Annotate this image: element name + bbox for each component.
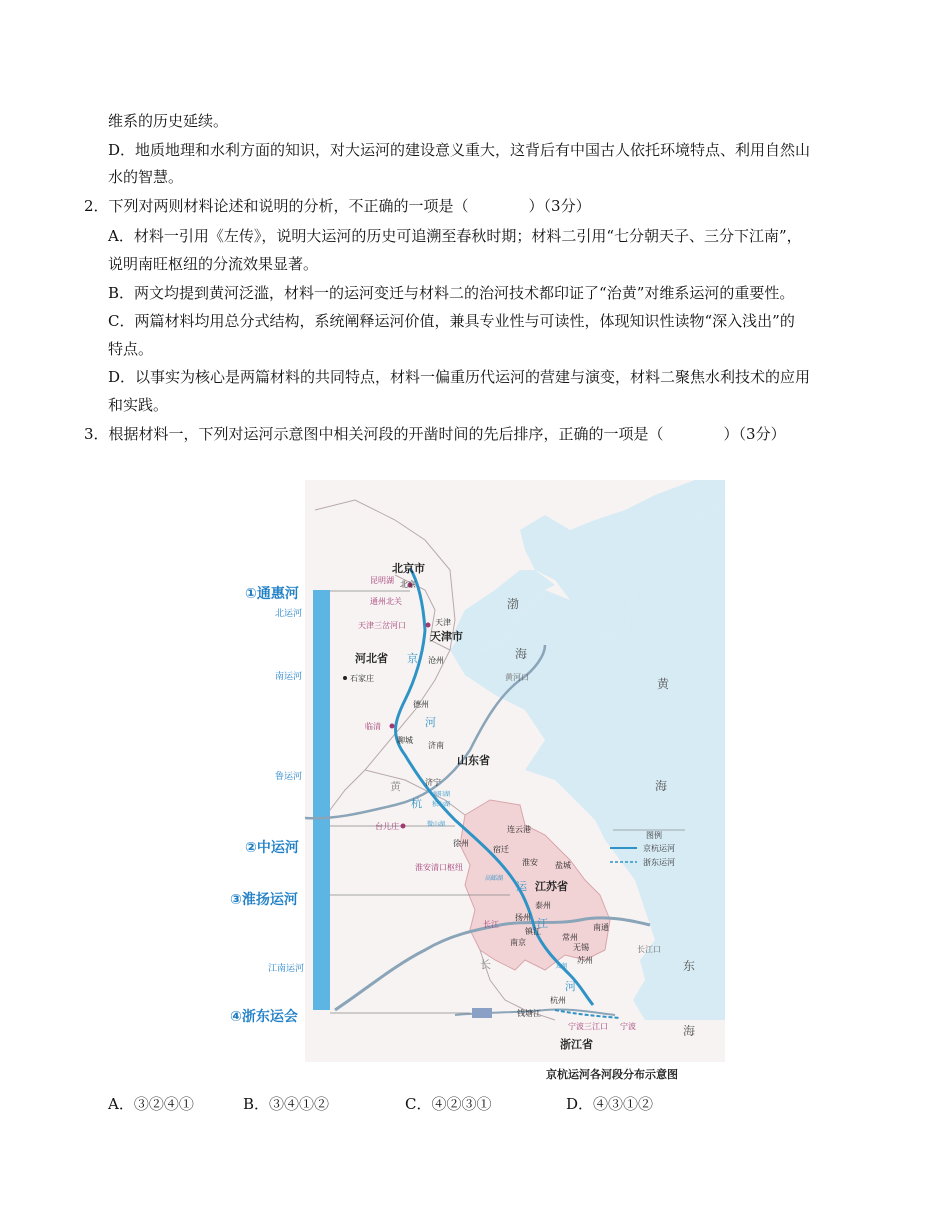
river-char-chang: 长	[480, 958, 491, 971]
city-tianjin: 天津	[435, 618, 451, 627]
city-huaian: 淮安	[522, 858, 538, 867]
lake-gaoyou: 高邮湖	[485, 875, 504, 882]
city-wuxi: 无锡	[573, 943, 589, 952]
city-jining: 济宁	[425, 778, 441, 787]
city-lianyungang: 连云港	[507, 825, 531, 834]
city-kunming: 昆明湖	[370, 576, 394, 585]
city-qingkou: 淮安清口枢纽	[415, 863, 463, 872]
city-linqing: 临清	[365, 722, 381, 731]
mouth-changjiang: 长江口	[637, 945, 661, 954]
q2-option-a: A．材料一引用《左传》，说明大运河的历史可追溯至春秋时期；材料二引用“七分朝天子、三分下江南”，	[108, 227, 802, 245]
city-sanchakou: 天津三岔河口	[358, 621, 406, 630]
city-taizhou: 泰州	[535, 901, 551, 910]
canal-char: 江	[537, 917, 548, 930]
option-d[interactable]: D．④③①②	[566, 1095, 654, 1113]
city-dot	[390, 724, 395, 729]
province-zhejiang: 浙江省	[560, 1038, 593, 1051]
canal-char: 京	[407, 652, 418, 665]
city-dezhou: 德州	[413, 700, 429, 709]
city-xuzhou: 徐州	[453, 839, 469, 848]
city-dot	[401, 824, 406, 829]
city-changjiang: 长江	[483, 920, 499, 929]
city-taierzhuang: 台儿庄	[375, 822, 399, 831]
q2-option-c: C．两篇材料均用总分式结构，系统阐释运河价值，兼具专业性与可读性，体现知识性读物“深入浅出”的	[108, 312, 795, 330]
city-cangzhou: 沧州	[428, 656, 444, 665]
city-hangzhou: 杭州	[550, 996, 566, 1005]
q2-option-b: B．两文均提到黄河泛滥，材料一的运河变迁与材料二的治河技术都印证了“治黄”对维系运河的重要性。	[108, 284, 795, 302]
canal-char: 河	[425, 716, 436, 729]
city-dot	[426, 623, 431, 628]
sea-huang: 黄	[657, 677, 670, 691]
city-ningbo: 宁波	[620, 1022, 636, 1031]
question-3: 3．根据材料一，下列对运河示意图中相关河段的开凿时间的先后排序，正确的一项是（ ）（3分）	[84, 425, 786, 443]
segment-label-1: ①通惠河	[245, 586, 299, 602]
segment-label-south: 南运河	[275, 672, 303, 682]
option-c[interactable]: C．④②③①	[405, 1095, 492, 1113]
city-dot	[343, 676, 347, 680]
segment-label-4: ④浙东运会	[230, 1009, 298, 1025]
q2-option-d-cont: 和实践。	[108, 396, 169, 414]
option-d-line: D．地质地理和水利方面的知识，对大运河的建设意义重大，这背后有中国古人依托环境特点、利用自然山	[108, 141, 811, 159]
city-changzhou: 常州	[562, 933, 578, 942]
zhedong-marker	[472, 1008, 492, 1018]
q2-option-a-cont: 说明南旺枢纽的分流效果显著。	[108, 255, 319, 273]
lake-nanyang: 南阳湖	[432, 791, 451, 798]
map-caption: 京杭运河各河段分布示意图	[546, 1068, 678, 1081]
segment-bar	[313, 590, 330, 1010]
option-d-line-cont: 水的智慧。	[108, 168, 184, 186]
lake-dushan: 独山湖	[432, 801, 451, 808]
city-zhenjiang: 镇江	[525, 927, 541, 936]
province-shandong: 山东省	[457, 754, 490, 767]
city-nantong: 南通	[593, 923, 609, 932]
city-ningbo-sanjiang: 宁波三江口	[568, 1022, 608, 1031]
sea-dong: 东	[683, 959, 696, 973]
canal-char: 杭	[411, 797, 422, 810]
question-2: 2．下列对两则材料论述和说明的分析，不正确的一项是（ ）（3分）	[84, 197, 591, 215]
option-b[interactable]: B．③④①②	[243, 1095, 330, 1113]
canal-char: 运	[516, 880, 527, 893]
city-shijiazhuang: 石家庄	[350, 674, 374, 683]
canal-char: 河	[565, 980, 576, 993]
option-a[interactable]: A．③②④①	[108, 1095, 194, 1113]
city-tongzhou: 通州北关	[370, 597, 402, 606]
province-hebei: 河北省	[355, 652, 388, 665]
segment-label-3: ③淮扬运河	[230, 892, 298, 908]
sea-hai-3: 海	[683, 1024, 696, 1038]
province-tianjin: 天津市	[430, 630, 463, 643]
city-liaocheng: 聊城	[397, 736, 413, 745]
city-suqian: 宿迁	[493, 845, 509, 854]
city-suzhou: 苏州	[577, 956, 593, 965]
city-nanjing: 南京	[510, 938, 526, 947]
legend-title: 图例	[646, 831, 662, 840]
province-jiangsu: 江苏省	[535, 880, 568, 893]
lake-weishan: 微山湖	[427, 821, 446, 828]
q2-option-c-cont: 特点。	[108, 340, 154, 358]
city-jinan: 济南	[428, 741, 444, 750]
sea-hai-2: 海	[655, 779, 668, 793]
segment-label-2: ②中运河	[245, 840, 299, 856]
lake-taihu: 太湖	[555, 963, 568, 970]
city-yangzhou: 扬州	[515, 913, 531, 922]
q2-option-d: D．以事实为核心是两篇材料的共同特点，材料一偏重历代运河的营建与演变，材料二聚焦水利技术的应用	[108, 368, 811, 386]
sea-bo: 渤	[507, 597, 520, 611]
segment-label-lu: 鲁运河	[275, 772, 303, 782]
legend-jinghang: 京杭运河	[643, 844, 675, 853]
sea-hai: 海	[515, 647, 528, 661]
city-qiantang: 钱塘江	[517, 1009, 541, 1018]
river-char-huang: 黄	[390, 780, 401, 793]
mouth-huanghe: 黄河口	[505, 673, 529, 682]
city-yancheng: 盐城	[555, 861, 571, 870]
legend-zhedong: 浙东运河	[643, 858, 675, 867]
text-line: 维系的历史延续。	[108, 112, 229, 130]
canal-map	[225, 480, 725, 1062]
segment-label-jiangnan: 江南运河	[268, 964, 305, 974]
province-beijing: 北京市	[392, 562, 425, 575]
segment-label-north: 北运河	[275, 609, 303, 619]
city-beijing: 北京	[400, 580, 416, 589]
